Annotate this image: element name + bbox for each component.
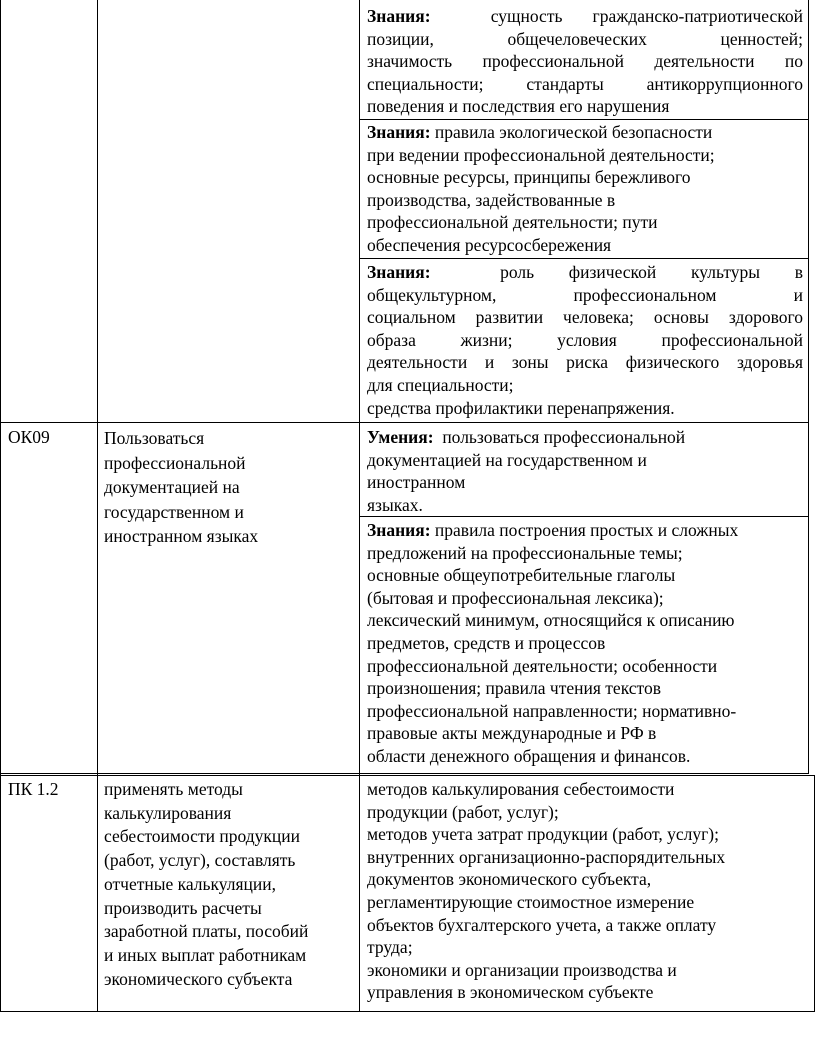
competency-skill <box>104 778 354 991</box>
table-border-right-bottom <box>814 775 815 1012</box>
block-text: экономики и организации производства и <box>367 959 677 980</box>
block-text: труда; <box>367 937 413 958</box>
column-divider-2 <box>359 0 360 1012</box>
block-text: предметов, средств и процессов <box>367 632 606 653</box>
skill-line: Пользоваться <box>104 428 205 448</box>
knowledge-cell-accounting <box>367 778 809 1004</box>
skill-line: и иных выплат работникам <box>104 944 307 965</box>
block-text: профессиональной направленности; нормативно- <box>367 700 737 721</box>
block-label: Знания: <box>367 520 431 540</box>
row-divider-1 <box>359 119 809 120</box>
block-text: средства профилактики перенапряжения. <box>367 397 675 418</box>
block-text: образа жизни; условия профессиональной <box>367 329 803 350</box>
block-text: обеспечения ресурсосбережения <box>367 234 612 255</box>
block-text: общекультурном, профессиональном и <box>367 284 803 305</box>
block-text: социальном развитии человека; основы здорового <box>367 307 803 328</box>
code-text: ПК 1.2 <box>8 779 59 799</box>
block-text: произношения; правила чтения текстов <box>367 678 661 699</box>
table-border-bottom <box>0 1011 815 1012</box>
row-divider-5b <box>0 775 815 776</box>
block-text: производства, задействованные в <box>367 189 616 210</box>
block-text: для специальности; <box>367 374 514 395</box>
block-text: правовые акты международные и РФ в <box>367 723 657 744</box>
block-label: Знания: <box>367 262 431 282</box>
block-text: деятельности и зоны риска физического здоровья <box>367 352 803 373</box>
skill-line: (работ, услуг), составлять <box>104 850 296 871</box>
skill-line: документацией на <box>104 477 240 497</box>
code-text: ОК09 <box>8 427 50 447</box>
block-text: специальности; стандарты антикоррупционного <box>367 73 803 94</box>
block-text: методов учета затрат продукции (работ, услуг); <box>367 824 719 845</box>
table-border-left <box>0 0 1 1012</box>
block-text: профессиональной деятельности; особенности <box>367 655 718 676</box>
block-text: регламентирующие стоимостное измерение <box>367 891 695 912</box>
block-text: пользоваться профессиональной <box>442 427 686 447</box>
block-text: продукции (работ, услуг); <box>367 801 559 822</box>
skill-line: калькулирования <box>104 802 232 823</box>
knowledge-cell-language <box>367 519 803 768</box>
block-text: методов калькулирования себестоимости <box>367 779 675 799</box>
skill-line: производить расчеты <box>104 897 262 918</box>
block-text: значимость профессиональной деятельности по <box>367 51 803 72</box>
row-divider-3 <box>0 422 809 423</box>
table-border-right-top <box>808 0 809 773</box>
block-text: области денежного обращения и финансов. <box>367 745 691 766</box>
block-text: позиции, общечеловеческих ценностей; <box>367 28 803 49</box>
block-text: документов экономического субъекта, <box>367 869 652 890</box>
block-text: роль физической культуры в <box>500 262 804 282</box>
skill-line: экономического субъекта <box>104 968 293 989</box>
knowledge-cell-civic <box>367 5 803 118</box>
block-text: иностранном <box>367 472 466 493</box>
block-text: объектов бухгалтерского учета, а также оплату <box>367 914 717 935</box>
competency-skill <box>104 426 354 549</box>
block-text: основные общеупотребительные глаголы <box>367 565 676 586</box>
skills-cell-language <box>367 426 803 516</box>
competency-code <box>8 426 94 449</box>
skill-line: себестоимости продукции <box>104 826 300 847</box>
skill-line: заработной платы, пособий <box>104 921 309 942</box>
block-text: правила построения простых и сложных <box>434 520 739 540</box>
block-text: поведения и последствия его нарушения <box>367 96 670 117</box>
column-divider-1 <box>97 0 98 1012</box>
block-text: документацией на государственном и <box>367 449 647 470</box>
competency-code <box>8 778 94 801</box>
block-text: основные ресурсы, принципы бережливого <box>367 167 691 188</box>
block-text: профессиональной деятельности; пути <box>367 212 658 233</box>
knowledge-cell-physical <box>367 261 803 419</box>
row-divider-2 <box>359 258 809 259</box>
block-text: правила экологической безопасности <box>434 122 713 142</box>
skill-line: иностранном языках <box>104 526 259 546</box>
skill-line: государственном и <box>104 501 244 522</box>
knowledge-cell-ecology <box>367 121 803 257</box>
block-label: Знания: <box>367 122 431 142</box>
row-divider-5 <box>0 773 809 774</box>
block-label: Умения: <box>367 427 434 447</box>
block-text: при ведении профессиональной деятельности; <box>367 144 715 165</box>
skill-line: применять методы <box>104 779 243 799</box>
block-label: Знания: <box>367 6 431 26</box>
block-text: лексический минимум, относящийся к описанию <box>367 610 735 631</box>
block-text: (бытовая и профессиональная лексика); <box>367 587 664 608</box>
block-text: внутренних организационно-распорядительных <box>367 846 726 867</box>
block-text: управления в экономическом субъекте <box>367 982 654 1003</box>
block-text: предложений на профессиональные темы; <box>367 542 683 563</box>
skill-line: отчетные калькуляции, <box>104 873 277 894</box>
block-text: сущность гражданско-патриотической <box>490 6 804 26</box>
block-text: языках. <box>367 494 423 515</box>
skill-line: профессиональной <box>104 452 246 473</box>
